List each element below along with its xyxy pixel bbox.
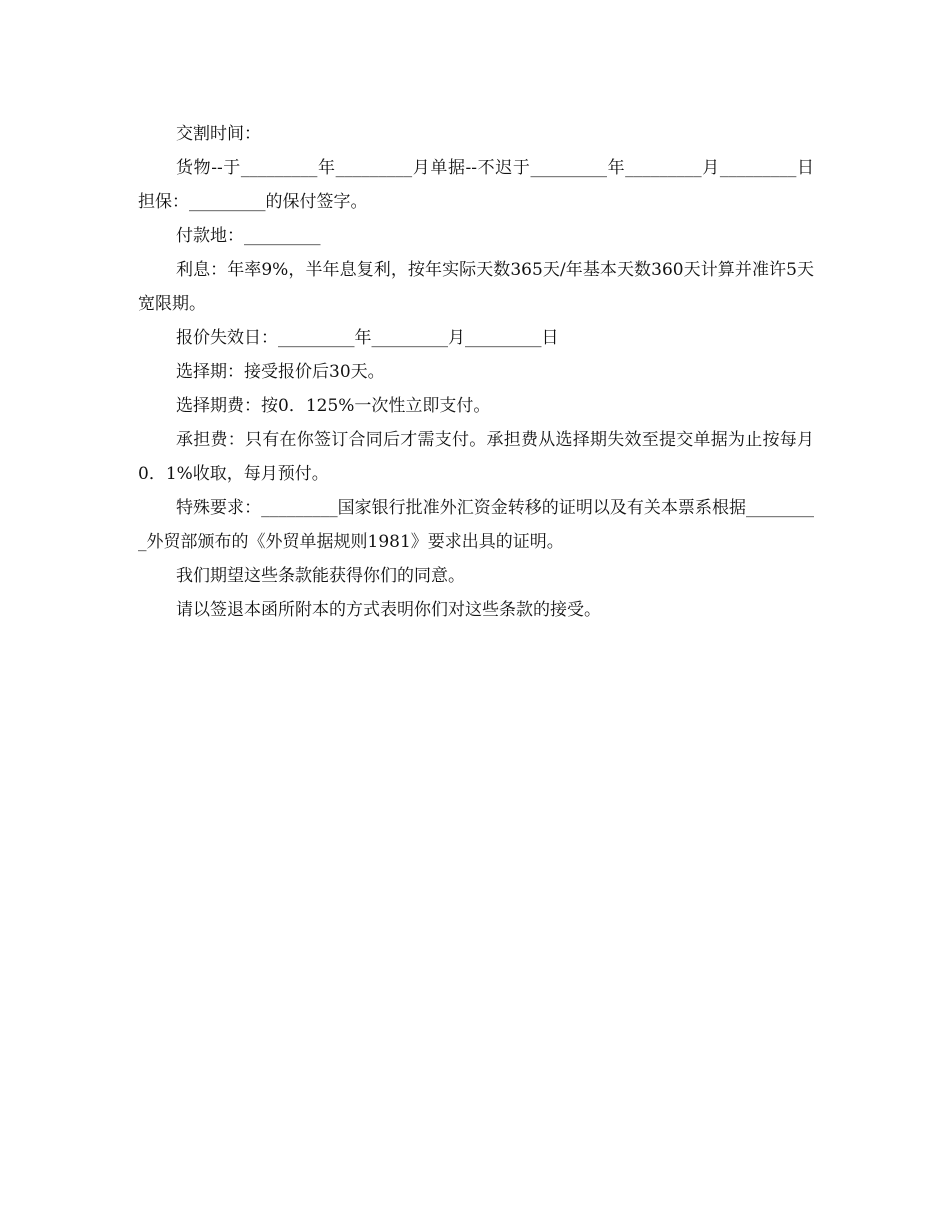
paragraph-expectation: 我们期望这些条款能获得你们的同意。 bbox=[176, 566, 465, 586]
paragraph-interest: 利息：年率9%，半年息复利，按年实际天数365天/年基本天数360天计算并准许5天宽限期。 bbox=[138, 260, 814, 314]
paragraph-commitment-fee: 承担费：只有在你签订合同后才需支付。承担费从选择期失效至提交单据为止按每月0．1%收取，每月预付。 bbox=[138, 430, 814, 484]
paragraph-special-requirements: 特殊要求：_________国家银行批准外汇资金转移的证明以及有关本票系根据_________外贸部颁布的《外贸单据规则1981》要求出具的证明。 bbox=[138, 498, 814, 552]
document-body bbox=[138, 117, 814, 627]
paragraph-option-fee: 选择期费：按0．125%一次性立即支付。 bbox=[176, 396, 491, 416]
paragraph-option-period: 选择期：接受报价后30天。 bbox=[176, 362, 385, 382]
paragraph-offer-expiry: 报价失效日：_________年_________月_________日 bbox=[176, 328, 559, 348]
paragraph-acceptance-request: 请以签退本函所附本的方式表明你们对这些条款的接受。 bbox=[176, 600, 601, 620]
paragraph-goods-documents: 货物--于_________年_________月单据--不迟于_________年_________月_________日担保：_________的保付签字。 bbox=[138, 158, 814, 212]
paragraph-payment-place: 付款地：_________ bbox=[176, 226, 321, 246]
paragraph-delivery-time: 交割时间： bbox=[176, 124, 261, 144]
